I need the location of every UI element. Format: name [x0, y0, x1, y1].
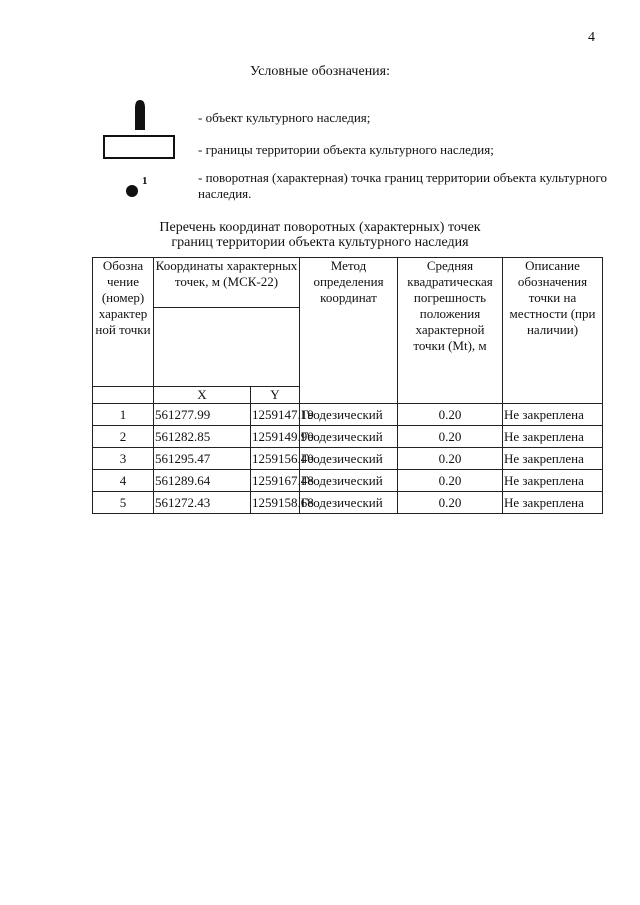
table-row	[93, 404, 603, 426]
table-row	[93, 448, 603, 470]
header-x: X	[154, 387, 251, 404]
cell-point-number: 5	[93, 492, 154, 514]
cell-x: 561277.99	[154, 404, 251, 426]
cell-y: 1259147.19	[251, 404, 300, 426]
turning-point-label: 1	[142, 175, 148, 187]
cell-error: 0.20	[398, 404, 503, 426]
territory-border-icon	[103, 135, 175, 159]
cell-y: 1259156.40	[251, 448, 300, 470]
cell-method: Геодезический	[300, 426, 398, 448]
header-coordinates: Координаты характерных точек, м (МСК-22)	[154, 258, 300, 308]
cell-error: 0.20	[398, 426, 503, 448]
header-method: Метод определения координат	[300, 258, 398, 404]
header-designation-spacer	[93, 387, 154, 404]
table-row	[93, 492, 603, 514]
legend-title: Условные обозначения:	[249, 64, 391, 79]
cell-error: 0.20	[398, 470, 503, 492]
list-title	[0, 220, 640, 250]
cell-description: Не закреплена	[503, 448, 603, 470]
cell-method: Геодезический	[300, 448, 398, 470]
cell-point-number: 3	[93, 448, 154, 470]
cell-description: Не закреплена	[503, 426, 603, 448]
cell-error: 0.20	[398, 448, 503, 470]
cell-method: Геодезический	[300, 470, 398, 492]
cultural-object-icon	[133, 100, 147, 130]
cell-method: Геодезический	[300, 492, 398, 514]
cell-description: Не закреплена	[503, 470, 603, 492]
table-header-row	[93, 258, 603, 308]
cell-method: Геодезический	[300, 404, 398, 426]
cell-point-number: 4	[93, 470, 154, 492]
cell-x: 561272.43	[154, 492, 251, 514]
cell-y: 1259167.48	[251, 470, 300, 492]
cell-description: Не закреплена	[503, 404, 603, 426]
header-designation: Обозна чение (номер) характер ной точки	[93, 258, 154, 387]
cell-x: 561289.64	[154, 470, 251, 492]
header-y: Y	[251, 387, 300, 404]
cell-description: Не закреплена	[503, 492, 603, 514]
list-title-line1: Перечень координат поворотных (характерных) точек	[159, 220, 481, 235]
coordinates-table	[92, 257, 603, 514]
legend-item-object: - объект культурного наследия;	[198, 110, 371, 125]
header-coordinates-spacer	[154, 308, 300, 387]
legend-item-point: - поворотная (характерная) точка границ территории объекта культурного наследия.	[198, 170, 608, 201]
cell-x: 561282.85	[154, 426, 251, 448]
cell-point-number: 2	[93, 426, 154, 448]
list-title-line2: границ территории объекта культурного наследия	[171, 235, 469, 250]
table-row	[93, 426, 603, 448]
cell-y: 1259158.68	[251, 492, 300, 514]
header-error: Средняя квадратическая погрешность положения характерной точки (Mt), м	[398, 258, 503, 404]
header-description: Описание обозначения точки на местности (при наличии)	[503, 258, 603, 404]
turning-point-icon	[126, 185, 138, 197]
cell-error: 0.20	[398, 492, 503, 514]
legend-item-border: - границы территории объекта культурного наследия;	[198, 142, 494, 157]
cell-y: 1259149.90	[251, 426, 300, 448]
cell-point-number: 1	[93, 404, 154, 426]
table-row	[93, 470, 603, 492]
page-number: 4	[588, 30, 595, 45]
cell-x: 561295.47	[154, 448, 251, 470]
